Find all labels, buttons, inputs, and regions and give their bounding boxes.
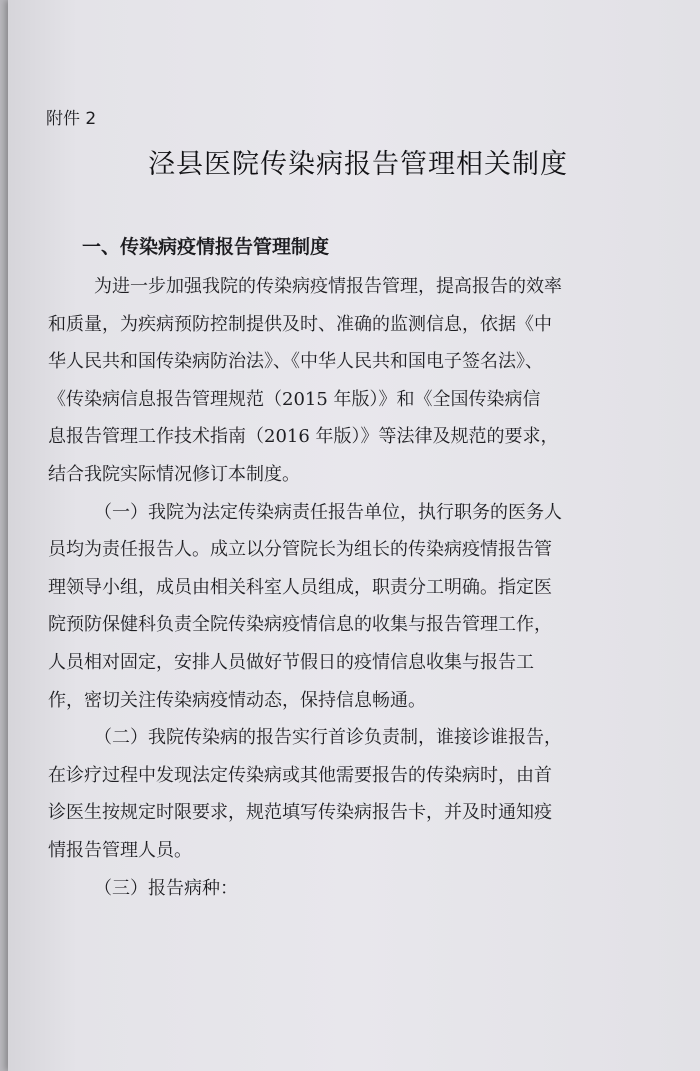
section-heading: 一、传染病疫情报告管理制度 bbox=[82, 236, 330, 258]
paragraph-4-line: （三）报告病种： bbox=[94, 877, 238, 899]
paragraph-3-line: 在诊疗过程中发现法定传染病或其他需要报告的传染病时，由首 bbox=[48, 764, 552, 786]
paragraph-1-line: 结合我院实际情况修订本制度。 bbox=[48, 463, 300, 485]
body-text bbox=[48, 268, 668, 907]
paragraph-1-line: 和质量，为疾病预防控制提供及时、准确的监测信息，依据《中 bbox=[48, 313, 552, 335]
paragraph-2-line: 人员相对固定，安排人员做好节假日的疫情信息收集与报告工 bbox=[48, 651, 534, 673]
paragraph-2-line: 作，密切关注传染病疫情动态，保持信息畅通。 bbox=[48, 689, 426, 711]
paragraph-3-line: 诊医生按规定时限要求，规范填写传染病报告卡，并及时通知疫 bbox=[48, 802, 552, 824]
paragraph-3-line: 情报告管理人员。 bbox=[48, 839, 192, 861]
attachment-label: 附件 2 bbox=[46, 109, 97, 129]
paragraph-2-line: 理领导小组，成员由相关科室人员组成，职责分工明确。指定医 bbox=[48, 576, 552, 598]
document-page bbox=[8, 0, 700, 1071]
paragraph-3-line: （二）我院传染病的报告实行首诊负责制，谁接诊谁报告， bbox=[94, 727, 562, 749]
paragraph-1-line: 华人民共和国传染病防治法》、《中华人民共和国电子签名法》、 bbox=[48, 351, 543, 373]
document-title: 泾县医院传染病报告管理相关制度 bbox=[148, 149, 568, 180]
paragraph-2-line: 院预防保健科负责全院传染病疫情信息的收集与报告管理工作， bbox=[48, 614, 552, 636]
paragraph-2-line: （一）我院为法定传染病责任报告单位，执行职务的医务人 bbox=[94, 501, 562, 523]
paragraph-2-line: 员均为责任报告人。成立以分管院长为组长的传染病疫情报告管 bbox=[48, 539, 552, 561]
paragraph-1-line: 《传染病信息报告管理规范（2015 年版）》和《全国传染病信 bbox=[48, 388, 541, 410]
paragraph-1-line: 为进一步加强我院的传染病疫情报告管理，提高报告的效率 bbox=[94, 276, 562, 297]
paragraph-1-line: 息报告管理工作技术指南（2016 年版）》等法律及规范的要求， bbox=[48, 426, 559, 448]
